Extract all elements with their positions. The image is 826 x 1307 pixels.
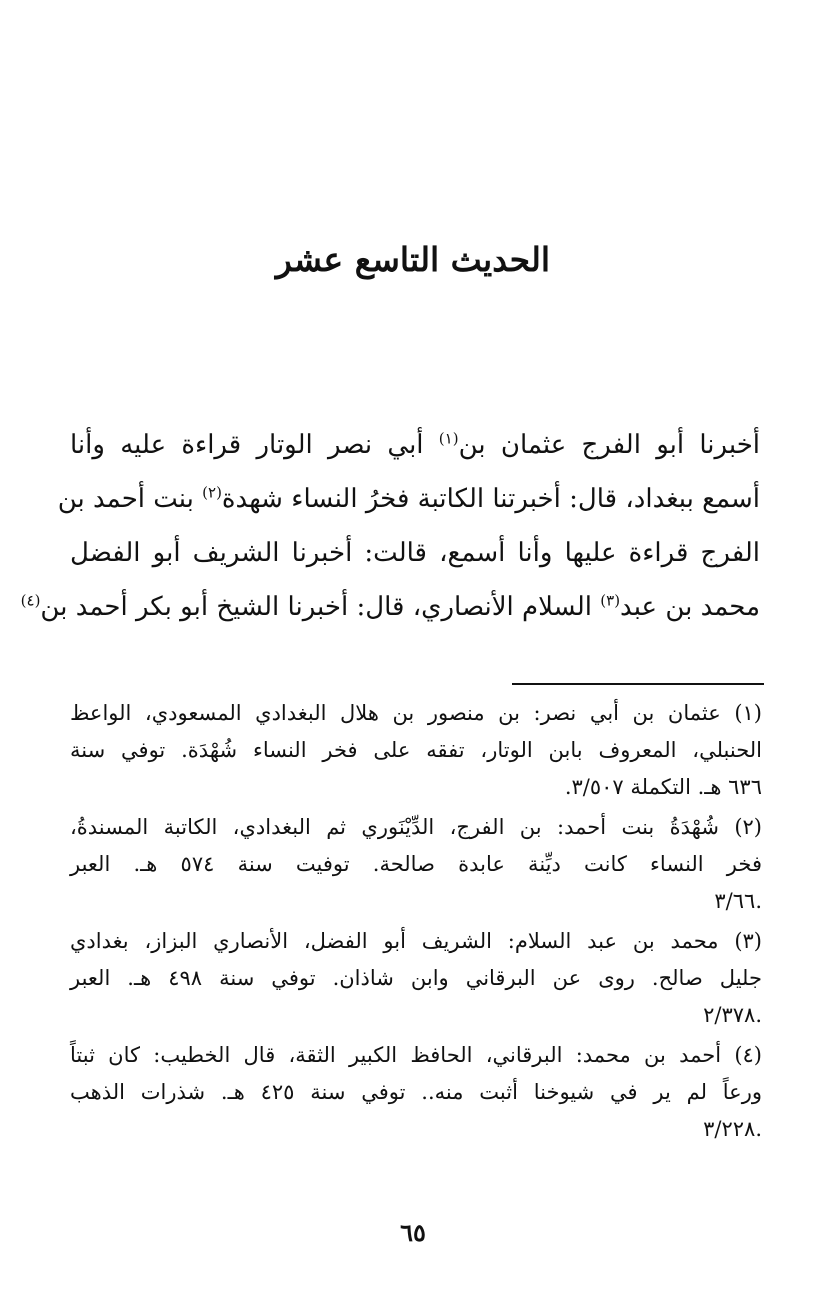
footnote-ref: (١) <box>438 429 459 448</box>
footnote-1 <box>70 695 762 806</box>
footnote-line: (٤) أحمد بن محمد: البرقاني، الحافظ الكبير الثقة، قال الخطيب: كان ثبتاً <box>70 1043 762 1067</box>
footnote-line: (٣) محمد بن عبد السلام: الشريف أبو الفضل، الأنصاري البزاز، بغدادي <box>70 929 762 953</box>
body-text-segment: السلام الأنصاري، قال: أخبرنا الشيخ أبو بكر أحمد بن <box>40 592 601 622</box>
footnote-2 <box>70 809 762 920</box>
chapter-title: الحديث التاسع عشر <box>275 240 551 279</box>
hadith-text <box>20 418 760 634</box>
footnote-3 <box>70 923 762 1034</box>
footnote-line: (١) عثمان بن أبي نصر: بن منصور بن هلال البغدادي المسعودي، الواعظ <box>70 701 762 725</box>
footnote-line: جليل صالح. روى عن البرقاني وابن شاذان. توفي سنة ٤٩٨ هـ. العبر <box>70 966 762 990</box>
body-text-segment: أخبرنا أبو الفرج عثمان بن <box>458 430 760 460</box>
footnote-divider <box>512 683 764 685</box>
body-line <box>70 526 760 580</box>
body-text-segment: أسمع ببغداد، قال: أخبرتنا الكاتبة فخرُ النساء شهدة <box>221 484 760 514</box>
footnote-line: الحنبلي، المعروف بابن الوتار، تفقه على فخر النساء شُهْدَة. توفي سنة <box>70 738 762 762</box>
page-number: ٦٥ <box>400 1218 426 1247</box>
body-text-segment: محمد بن عبد <box>620 592 760 622</box>
footnotes-section <box>70 695 762 1151</box>
footnote-line: .٣/٦٦ <box>714 889 762 913</box>
body-text-segment: بنت أحمد بن <box>57 484 203 514</box>
footnote-line: .٢/٣٧٨ <box>703 1003 762 1027</box>
footnote-ref: (٣) <box>600 591 621 610</box>
footnote-line: .٣/٢٢٨ <box>703 1117 762 1141</box>
footnote-4 <box>70 1037 762 1148</box>
footnote-ref: (٤) <box>20 591 41 610</box>
footnote-line: ورعاً لم ير في شيوخنا أثبت منه.. توفي سنة ٤٢٥ هـ. شذرات الذهب <box>70 1080 762 1104</box>
body-text-segment: الفرج قراءة عليها وأنا أسمع، قالت: أخبرنا الشريف أبو الفضل <box>70 538 760 568</box>
footnote-line: (٢) شُهْدَةُ بنت أحمد: بن الفرج، الدِّيْنَوري ثم البغدادي، الكاتبة المسندةُ، <box>70 815 762 839</box>
body-line <box>70 418 760 472</box>
footnote-ref: (٢) <box>202 483 222 502</box>
body-line <box>20 580 760 634</box>
body-line <box>57 472 760 526</box>
body-text-segment: أبي نصر الوتار قراءة عليه وأنا <box>70 430 439 460</box>
footnote-line: فخر النساء كانت ديِّنة عابدة صالحة. توفيت سنة ٥٧٤ هـ. العبر <box>70 852 762 876</box>
footnote-line: ٦٣٦ هـ. التكملة ٣/٥٠٧. <box>564 775 762 799</box>
